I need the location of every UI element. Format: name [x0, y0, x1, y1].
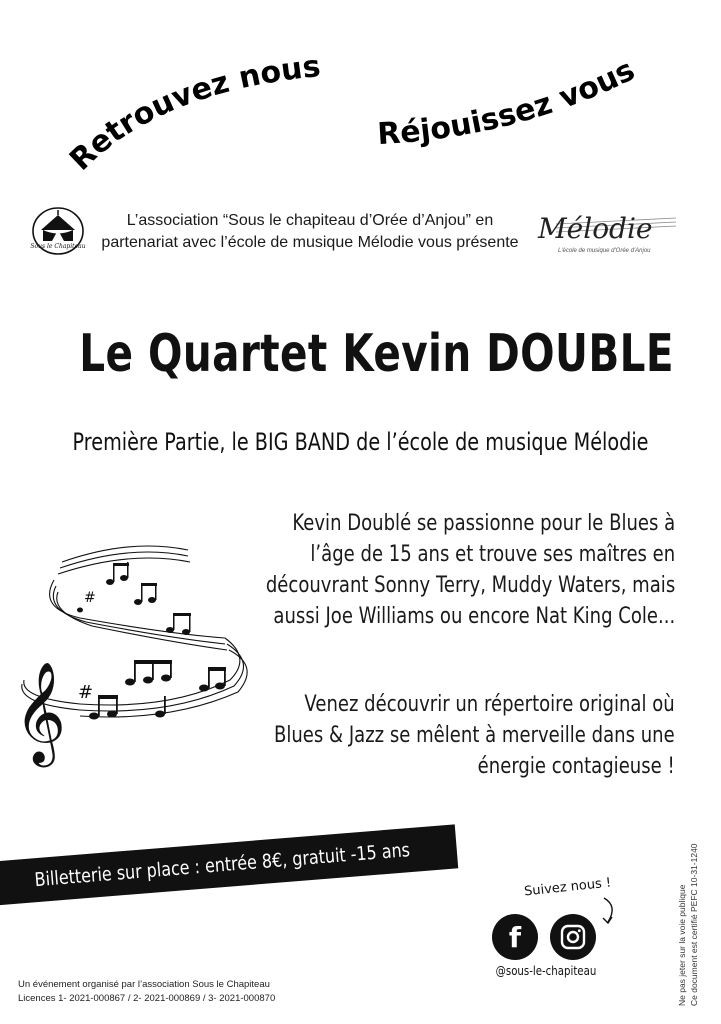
- instagram-icon: [560, 924, 586, 950]
- social-handle[interactable]: @sous-le-chapiteau: [495, 964, 597, 978]
- footer-organizer: Un événement organisé par l’association Sous le Chapiteau: [18, 979, 270, 990]
- slogan-right: [370, 40, 670, 160]
- follow-label: Suivez nous !: [523, 875, 612, 900]
- slogan-right-text: Réjouissez vous: [376, 52, 641, 153]
- description-p2-line-2: Blues & Jazz se mêlent à merveille dans une: [274, 723, 675, 748]
- description-paragraph-2: [274, 689, 675, 782]
- slogan-left-text: Retrouvez nous: [63, 49, 323, 178]
- ticketing-banner: [0, 824, 458, 906]
- concert-title: Le Quartet Kevin DOUBLE: [79, 324, 675, 384]
- opening-act: Première Partie, le BIG BAND de l’école de musique Mélodie: [72, 428, 649, 456]
- footer: [18, 978, 275, 1006]
- ticketing-text: Billetterie sur place : entrée 8€, gratuit -15 ans: [33, 839, 411, 892]
- description-p2-line-3: énergie contagieuse !: [477, 754, 675, 779]
- svg-text:𝄞: 𝄞: [14, 660, 67, 763]
- side-legal-note: [676, 843, 700, 1006]
- svg-text:Retrouvez nous: [63, 49, 322, 177]
- description-p2-line-1: Venez découvrir un répertoire original où: [304, 692, 675, 717]
- intro-line-2: partenariat avec l’école de musique Mélodie vous présente: [101, 234, 519, 251]
- sous-le-chapiteau-logo: [30, 206, 86, 258]
- description-p1-line-3: découvrant Sonny Terry, Muddy Waters, mais: [265, 573, 675, 598]
- follow-arrow-icon: [596, 896, 620, 928]
- melodie-logo: [536, 208, 686, 260]
- description-p1-line-4: aussi Joe Williams ou encore Nat King Cole...: [273, 604, 675, 629]
- side-note-line-1: Ne pas jeter sur la voie publique: [677, 884, 687, 1006]
- intro-line-1: L’association “Sous le chapiteau d’Orée d’Anjou” en: [126, 212, 494, 229]
- facebook-link[interactable]: [492, 914, 538, 960]
- svg-text:Réjouissez vous: [376, 53, 640, 152]
- melodie-brand: Mélodie: [538, 212, 653, 245]
- sous-le-chapiteau-logo-text: Sous le Chapiteau: [30, 243, 86, 250]
- slogan-left: [50, 40, 350, 180]
- footer-licences: Licences 1- 2021-000867 / 2- 2021-000869 / 3- 2021-000870: [18, 993, 276, 1004]
- svg-text:#: #: [78, 682, 94, 703]
- instagram-link[interactable]: [550, 914, 596, 960]
- description-p1-line-2: l’âge de 15 ans et trouve ses maîtres en: [310, 542, 675, 567]
- description-p1-line-1: Kevin Doublé se passionne pour le Blues à: [292, 511, 675, 536]
- svg-text:#: #: [84, 590, 96, 606]
- side-note-line-2: Ce document est certifié PEFC 10-31-1240: [689, 843, 699, 1006]
- description-paragraph-1: [266, 508, 675, 632]
- melodie-subtitle: L'école de musique d'Orée d'Anjou: [558, 248, 651, 254]
- music-notes-illustration: [14, 530, 260, 770]
- facebook-icon: f: [508, 921, 522, 954]
- intro-text: [100, 210, 520, 254]
